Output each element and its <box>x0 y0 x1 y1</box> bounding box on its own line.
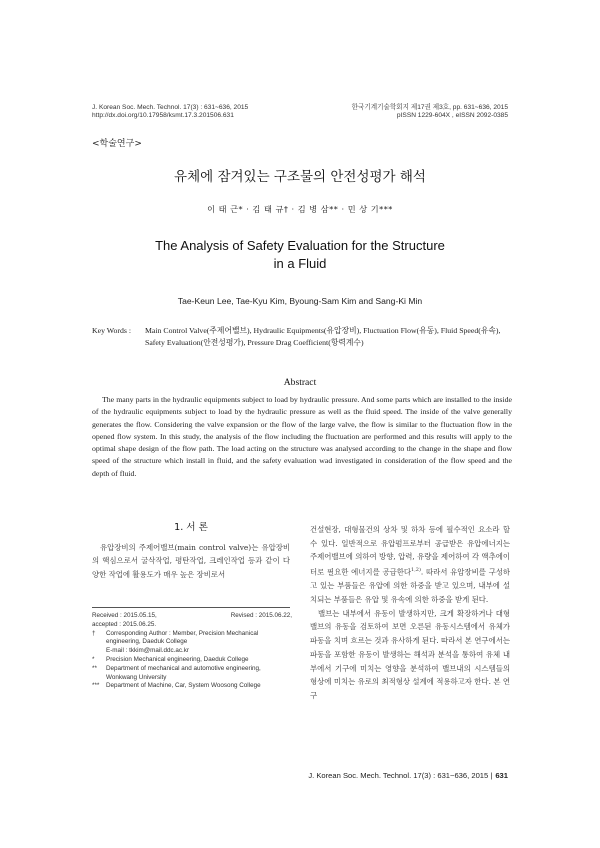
section-tag: <학술연구> <box>92 139 142 149</box>
citation-ref[interactable]: 1,2) <box>411 567 421 574</box>
footnotes <box>92 612 292 691</box>
right-column <box>310 523 510 703</box>
intro-heading: 1. 서 론 <box>174 522 208 533</box>
title-english-line-1: The Analysis of Safety Evaluation for the Structure <box>155 238 445 253</box>
keywords <box>92 325 512 348</box>
footnote-item: *** Department of Machine, Car, System Woosong College <box>92 682 261 690</box>
citation-line: J. Korean Soc. Mech. Technol. 17(3) : 631~636, 2015 <box>92 104 249 111</box>
doi-link[interactable]: http://dx.doi.org/10.17958/ksmt.17.3.201506.631 <box>92 112 234 119</box>
footnote-item: † Corresponding Author : Member, Precision Mechanical engineering, Daeduk College <box>92 629 259 646</box>
keywords-text: Main Control Valve(주제어밸브), Hydraulic Equipments(유압장비), Fluctuation Flow(유동), Fluid Speed(유속), Safety Evaluation(안전성평가), Pressure Drag Coefficient(항력계수) <box>145 326 501 347</box>
page-footer <box>308 771 508 780</box>
title-english <box>100 237 500 273</box>
footnote-item: ** Department of mechanical and automotive engineering, Wonkwang University <box>92 664 261 681</box>
abstract-text: The many parts in the hydraulic equipments subject to load by hydraulic pressure. And some parts which are installed to the inside of the hydraulic equipments subject to load by the hydraulic pressure as well as the fluid speed. The inside of the valve generally generates the flow. Considering the valve expansion or the flow of the large valve, the flow is similar to the fluctuation flow in the opened flow system. In this study, the analysis of the flow including the fluctuation are performed and this results will apply to the optimal shape design of the flow path. The load acting on the structure was analysed according to the change in the shape and flow speed of the structure which install in fluid, and the safety evaluation wad investigated in consideration of the flow speed and the depth of fluid. <box>92 395 512 478</box>
received-line <box>92 612 292 621</box>
footer-citation: J. Korean Soc. Mech. Technol. 17(3) : 631~636, 2015 | <box>308 771 493 780</box>
authors-korean: 이 태 근* · 김 태 규† · 김 병 삼** · 민 상 기*** <box>207 204 393 214</box>
journal-header-left <box>92 104 248 120</box>
accepted-date: accepted : 2015.06.25. <box>92 620 157 628</box>
intro-left-paragraph: 유압장비의 주제어밸브(main control valve)는 유압장비의 핵심으로서 굴삭작업, 평탄작업, 크레인작업 등과 같이 다양한 작업에 활용도가 매우 높은 장비로서 <box>92 542 290 580</box>
abstract-heading: Abstract <box>283 377 317 388</box>
issn-line: pISSN 1229-604X , eISSN 2092-0385 <box>396 112 508 119</box>
revised-date: Revised : 2015.06.22, <box>230 612 292 619</box>
footnote-divider <box>92 607 290 608</box>
intro-right-paragraph-1: 건설현장, 대형물건의 상차 및 하차 등에 필수적인 요소라 할 수 있다. 일반적으로 유압펌프로부터 공급받은 유압에너지는 주제어밸브에 의하여 방향, 압력, 유량을 제어하여 각 액추에이터로 필요한 에너지를 공급한다$^{1,2)}$. 따라서 유압장비를 구성하고 있는 부품들은 유압에 의한 하중을 받고 있으며, 내부에 설치되는 부품들은 유압 및 유속에 의한 하중을 받게 된다. <box>310 525 510 604</box>
page-number: 631 <box>495 771 508 780</box>
journal-header-right <box>352 104 508 120</box>
authors-english: Tae-Keun Lee, Tae-Kyu Kim, Byoung-Sam Kim and Sang-Ki Min <box>177 296 423 306</box>
left-column <box>92 521 290 582</box>
title-english-line-2: in a Fluid <box>273 256 327 271</box>
received-date: Received : 2015.05.15, <box>92 612 157 619</box>
keywords-label: Key Words : <box>92 326 132 335</box>
footnote-item: E-mail : tkkim@mail.ddc.ac.kr <box>106 647 190 655</box>
intro-right-paragraph-2: 밸브는 내부에서 유동이 발생하지만, 크게 확장하거나 대형 밸브의 유동을 검토하여 보면 오른된 유동시스템에서 유체가 파동을 치며 흐르는 것과 유사하게 된다. 따라서 본 연구에서는 파동을 포함한 유동이 발생하는 해석과 분석을 통하여 유체 내부에서 기구에 미치는 영향을 분석하여 밸브내의 시스템들의 형상에 미치는 유로의 최적형상 설계에 적용하고자 한다. 본 연구 <box>310 608 510 700</box>
title-korean: 유체에 잠겨있는 구조물의 안전성평가 해석 <box>174 169 426 185</box>
footnote-item: * Precision Mechanical engineering, Daeduk College <box>92 655 249 663</box>
journal-name-line: 한국기계기술학회지 제17권 제3호, pp. 631~636, 2015 <box>351 104 508 111</box>
